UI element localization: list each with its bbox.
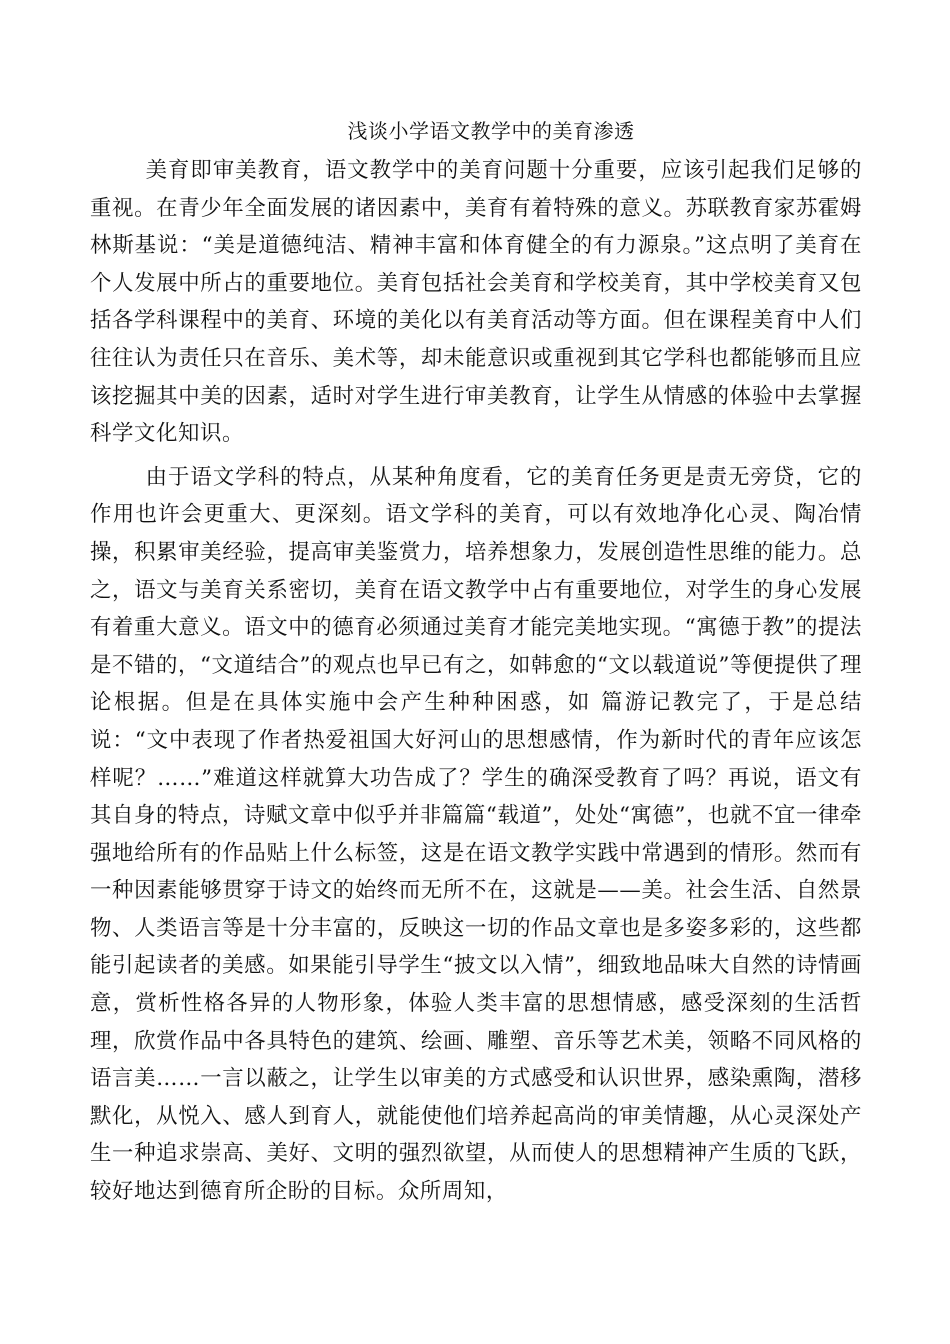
document-page xyxy=(90,110,862,1211)
paragraph-2: 由于语文学科的特点，从某种角度看，它的美育任务更是责无旁贷，它的作用也许会更重大、更深刻。语文学科的美育，可以有效地净化心灵、陶冶情操，积累审美经验，提高审美鉴赏力，培养想象力，发展创造性思维的能力。总之，语文与美育关系密切，美育在语文教学中占有重要地位，对学生的身心发展有着重大意义。语文中的德育必须通过美育才能完美地实现。“寓德于教”的提法是不错的，“文道结合”的观点也早已有之，如韩愈的“文以载道说”等便提供了理论根据。但是在具体实施中会产生种种困惑，如 篇游记教完了，于是总结说：“文中表现了作者热爱祖国大好河山的思想感情，作为新时代的青年应该怎样呢？……”难道这样就算大功告成了？学生的确深受教育了吗？再说，语文有其自身的特点，诗赋文章中似乎并非篇篇“载道”，处处“寓德”，也就不宜一律牵强地给所有的作品贴上什么标签，这是在语文教学实践中常遇到的情形。然而有一种因素能够贯穿于诗文的始终而无所不在，这就是——美。社会生活、自然景物、人类语言等是十分丰富的，反映这一切的作品文章也是多姿多彩的，这些都能引起读者的美感。如果能引导学生“披文以入情”，细致地品味大自然的诗情画意，赏析性格各异的人物形象，体验人类丰富的思想情感，感受深刻的生活哲理，欣赏作品中各具特色的建筑、绘画、雕塑、音乐等艺术美，领略不同风格的语言美……一言以蔽之，让学生以审美的方式感受和认识世界，感染熏陶，潜移默化，从悦入、感人到育人，就能使他们培养起高尚的审美情趣，从心灵深处产生一种追求崇高、美好、文明的强烈欲望，从而使人的思想精神产生质的飞跃，较好地达到德育所企盼的目标。众所周知， xyxy=(90,464,862,1205)
paragraph-1: 美育即审美教育，语文教学中的美育问题十分重要，应该引起我们足够的重视。在青少年全面发展的诸因素中，美育有着特殊的意义。苏联教育家苏霍姆林斯基说：“美是道德纯洁、精神丰富和体育健全的有力源泉。”这点明了美育在个人发展中所占的重要地位。美育包括社会美育和学校美育，其中学校美育又包括各学科课程中的美育、环境的美化以有美育活动等方面。但在课程美育中人们往往认为责任只在音乐、美术等，却未能意识或重视到其它学科也都能够而且应该挖掘其中美的因素，适时对学生进行审美教育，让学生从情感的体验中去掌握科学文化知识。 xyxy=(90,158,862,447)
document-title: 浅谈小学语文教学中的美育渗透 xyxy=(347,119,635,143)
